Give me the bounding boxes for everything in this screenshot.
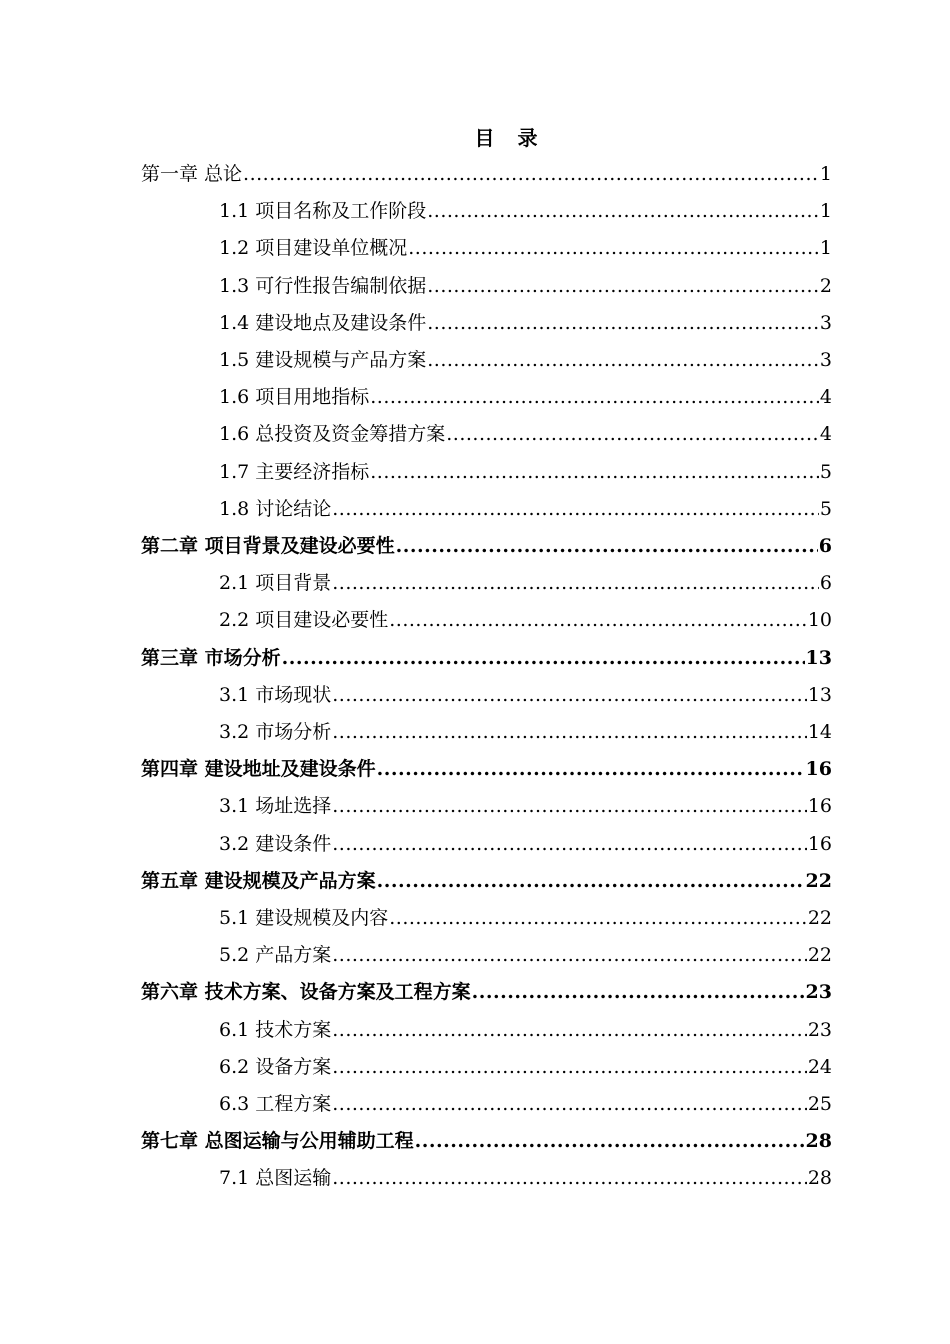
toc-entry-label: 1.2 项目建设单位概况 (219, 237, 408, 260)
toc-dot-leader (332, 1086, 807, 1122)
toc-entry-label: 1.5 建设规模与产品方案 (219, 349, 427, 371)
toc-dot-leader (427, 268, 819, 304)
toc-section-entry[interactable] (219, 491, 832, 527)
toc-page-number: 3 (819, 311, 832, 334)
toc-page-number: 25 (807, 1093, 832, 1115)
toc-entry-label: 第七章 总图运输与公用辅助工程 (141, 1130, 414, 1153)
toc-page-number: 23 (807, 1018, 832, 1041)
toc-section-entry[interactable] (219, 565, 832, 601)
toc-entry-label: 第三章 市场分析 (141, 646, 281, 669)
toc-page-number: 28 (805, 1130, 832, 1153)
toc-section-entry[interactable] (219, 714, 832, 750)
toc-page-number: 13 (805, 646, 832, 669)
toc-dot-leader (408, 230, 819, 266)
toc-page-number: 3 (819, 349, 832, 371)
toc-section-entry[interactable] (219, 1012, 832, 1048)
toc-entry-label: 第二章 项目背景及建设必要性 (141, 535, 395, 557)
toc-chapter-entry[interactable] (141, 156, 832, 192)
toc-page-number: 14 (807, 721, 832, 743)
toc-entry-label: 1.8 讨论结论 (219, 497, 332, 520)
toc-dot-leader (332, 1160, 807, 1196)
toc-dot-leader (446, 416, 819, 452)
toc-dot-leader (427, 342, 819, 378)
toc-dot-leader (427, 193, 819, 229)
toc-page-number: 22 (807, 907, 832, 929)
toc-chapter-entry[interactable] (141, 528, 832, 564)
toc-entry-label: 5.2 产品方案 (219, 944, 332, 967)
toc-page-number: 1 (819, 163, 832, 185)
toc-page-number: 22 (807, 944, 832, 967)
toc-dot-leader (370, 454, 819, 490)
toc-page-number: 16 (805, 758, 832, 781)
toc-dot-leader (282, 640, 805, 676)
toc-section-entry[interactable] (219, 342, 832, 378)
toc-chapter-entry[interactable] (141, 974, 832, 1010)
toc-page-number: 28 (807, 1167, 832, 1190)
toc-dot-leader (332, 1012, 807, 1048)
toc-section-entry[interactable] (219, 416, 832, 452)
toc-page-number: 4 (819, 386, 832, 409)
toc-dot-leader (332, 937, 807, 973)
toc-entry-label: 1.3 可行性报告编制依据 (219, 274, 427, 297)
toc-dot-leader (377, 863, 805, 899)
toc-entry-label: 5.1 建设规模及内容 (219, 907, 389, 929)
toc-dot-leader (472, 974, 805, 1010)
toc-section-entry[interactable] (219, 788, 832, 824)
toc-section-entry[interactable] (219, 677, 832, 713)
toc-page-number: 16 (807, 795, 832, 818)
toc-page-number: 24 (807, 1055, 832, 1078)
toc-entry-label: 6.2 设备方案 (219, 1055, 332, 1078)
toc-page-number: 1 (819, 200, 832, 223)
toc-dot-leader (389, 602, 807, 638)
toc-chapter-entry[interactable] (141, 1123, 832, 1159)
toc-chapter-entry[interactable] (141, 863, 832, 899)
toc-page-number: 23 (805, 981, 832, 1004)
toc-entry-label: 6.1 技术方案 (219, 1018, 332, 1041)
toc-dot-leader (370, 379, 819, 415)
toc-section-entry[interactable] (219, 193, 832, 229)
toc-entry-label: 3.1 市场现状 (219, 683, 332, 706)
toc-entry-label: 1.6 项目用地指标 (219, 386, 370, 409)
toc-section-entry[interactable] (219, 826, 832, 862)
toc-entry-label: 1.1 项目名称及工作阶段 (219, 200, 427, 223)
toc-page-number: 2 (819, 274, 832, 297)
toc-entry-label: 2.1 项目背景 (219, 572, 332, 595)
toc-entry-label: 第六章 技术方案、设备方案及工程方案 (141, 981, 471, 1004)
toc-page-number: 6 (818, 535, 832, 557)
toc-page-number: 6 (819, 572, 832, 595)
toc-chapter-entry[interactable] (141, 751, 832, 787)
toc-entry-label: 3.2 建设条件 (219, 832, 332, 855)
toc-dot-leader (332, 826, 807, 862)
toc-entry-label: 7.1 总图运输 (219, 1167, 332, 1190)
toc-section-entry[interactable] (219, 602, 832, 638)
toc-section-entry[interactable] (219, 900, 832, 936)
toc-section-entry[interactable] (219, 1160, 832, 1196)
toc-page-number: 1 (819, 237, 832, 260)
toc-dot-leader (415, 1123, 805, 1159)
toc-dot-leader (332, 714, 807, 750)
toc-page-number: 16 (807, 832, 832, 855)
toc-page-number: 4 (819, 423, 832, 446)
toc-dot-leader (243, 156, 819, 192)
toc-entry-label: 第一章 总论 (141, 163, 243, 185)
toc-section-entry[interactable] (219, 454, 832, 490)
toc-entry-label: 1.7 主要经济指标 (219, 460, 370, 483)
toc-section-entry[interactable] (219, 230, 832, 266)
toc-page-number: 5 (819, 460, 832, 483)
toc-title: 目 录 (474, 126, 546, 150)
toc-dot-leader (332, 1049, 807, 1085)
toc-page-number: 13 (807, 683, 832, 706)
toc-entry-label: 第五章 建设规模及产品方案 (141, 869, 376, 892)
toc-entry-label: 1.6 总投资及资金筹措方案 (219, 423, 446, 446)
toc-entry-label: 3.1 场址选择 (219, 795, 332, 818)
toc-page-number: 22 (805, 869, 832, 892)
toc-dot-leader (332, 491, 819, 527)
toc-section-entry[interactable] (219, 268, 832, 304)
toc-dot-leader (332, 677, 807, 713)
toc-section-entry[interactable] (219, 937, 832, 973)
toc-section-entry[interactable] (219, 1086, 832, 1122)
toc-page-number: 5 (819, 497, 832, 520)
toc-entry-label: 2.2 项目建设必要性 (219, 609, 389, 632)
toc-page-number: 10 (807, 609, 832, 632)
toc-section-entry[interactable] (219, 379, 832, 415)
toc-section-entry[interactable] (219, 1049, 832, 1085)
toc-dot-leader (377, 751, 805, 787)
toc-entry-label: 6.3 工程方案 (219, 1093, 332, 1115)
toc-entry-label: 3.2 市场分析 (219, 721, 332, 743)
toc-dot-leader (389, 900, 807, 936)
toc-entry-label: 1.4 建设地点及建设条件 (219, 311, 427, 334)
toc-dot-leader (332, 565, 819, 601)
toc-section-entry[interactable] (219, 305, 832, 341)
toc-dot-leader (427, 305, 819, 341)
toc-chapter-entry[interactable] (141, 640, 832, 676)
toc-entry-label: 第四章 建设地址及建设条件 (141, 758, 376, 781)
toc-dot-leader (332, 788, 807, 824)
toc-dot-leader (396, 528, 818, 564)
